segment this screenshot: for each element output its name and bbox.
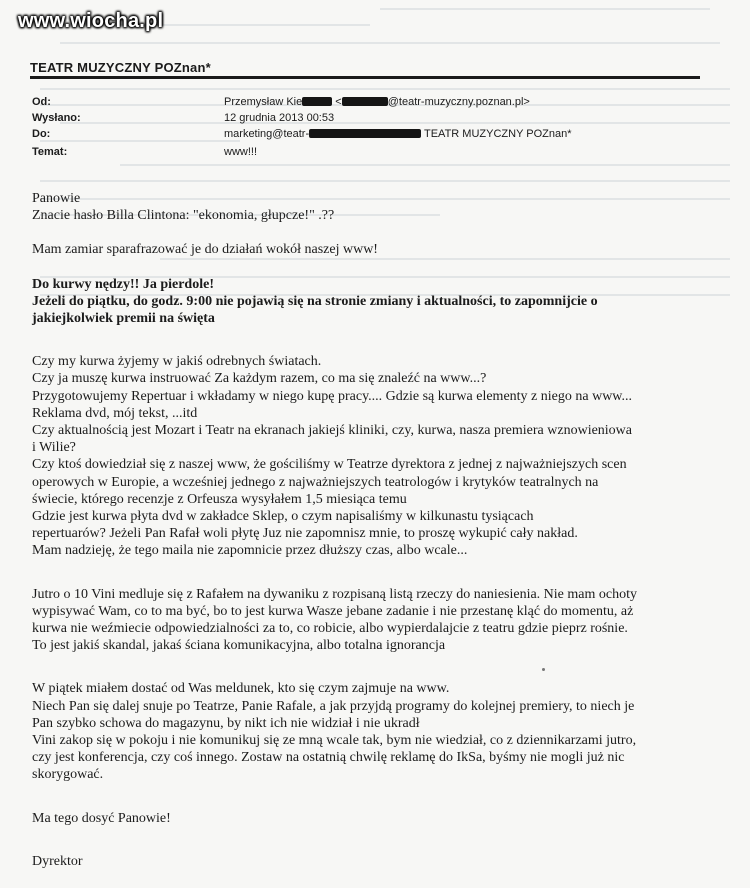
- from-email: @teatr-muzyczny.poznan.pl>: [387, 96, 530, 108]
- from-label: Od:: [32, 96, 51, 108]
- body-line: W piątek miałem dostać od Was meldunek, kto się czym zajmuje na www.: [32, 681, 450, 697]
- body-line: i Wilie?: [32, 440, 76, 456]
- body-line: To jest jakiś skandal, jakaś ściana komunikacyjna, albo totalna ignorancja: [32, 638, 446, 654]
- subject-label: Temat:: [32, 146, 68, 158]
- body-line: skorygować.: [32, 767, 104, 783]
- body-line: Czy aktualnością jest Mozart i Teatr na ekranach jakiejś kliniki, czy, kurwa, nasza premiera wznowieniowa: [32, 423, 633, 439]
- body-line: Czy my kurwa żyjemy w jakiś odrebnych światach.: [32, 354, 322, 370]
- subject-value: www!!!: [224, 146, 257, 158]
- sent-label: Wysłano:: [32, 112, 81, 124]
- to-value-start: marketing@teatr-: [224, 128, 310, 140]
- body-line: repertuarów? Jeżeli Pan Rafał woli płytę Juz nie zapomnisz mnie, to proszę wykupić cały nakład.: [32, 526, 578, 542]
- body-line: Reklama dvd, mój tekst, ...itd: [32, 405, 198, 421]
- greeting: Panowie: [32, 191, 81, 206]
- body-line: Czy ktoś dowiedział się z naszej www, że gościliśmy w Teatrze dyrektora z jednej z najważniejszych scen: [32, 457, 627, 473]
- closing-line: Ma tego dosyć Panowie!: [32, 810, 171, 826]
- letter-body: [32, 190, 722, 870]
- body-line: Gdzie jest kurwa płyta dvd w zakładce Sklep, o czym napisaliśmy w kilkunastu tysiącach: [32, 509, 534, 525]
- body-line: Vini zakop się w pokoju i nie komunikuj się ze mną wcale tak, bym nie wiedział, co z dziennikarzami jutro,: [32, 733, 637, 749]
- body-line: Jeżeli do piątku, do godz. 9:00 nie pojawią się na stronie zmiany i aktualności, to zapomnijcie o: [32, 293, 598, 309]
- body-line: świecie, którego recenzje z Orfeusza wysyłałem 1,5 miesiąca temu: [32, 491, 407, 507]
- watermark-text: www.wiocha.pl: [18, 10, 164, 32]
- body-line: Mam nadzieję, że tego maila nie zapomnicie przez dłuższy czas, albo wcale...: [32, 543, 468, 559]
- body-line: Znacie hasło Billa Clintona: "ekonomia, głupcze!" .??: [32, 208, 335, 224]
- organization-title: TEATR MUZYCZNY POZnan*: [30, 60, 211, 75]
- scan-speck: [542, 668, 545, 671]
- from-name: Przemysław Kie: [224, 96, 303, 108]
- to-label: Do:: [32, 128, 51, 140]
- body-line: Czy ja muszę kurwa instruować Za każdym razem, co ma się znaleźć na www...?: [32, 371, 487, 387]
- body-line: kurwa nie weźmiecie odpowiedzialności za to, co robicie, albo wypierdalajcie z teatru gdzie pieprz rośnie.: [32, 621, 628, 637]
- body-line: jakiejkolwiek premii na święta: [32, 311, 215, 327]
- scanned-letter: www.wiocha.pl TEATR MUZYCZNY POZnan* Od: Przemysław Kie < @teatr-muzyczny.poznan.pl> Wysłano: 12 grudnia 2013 00:53 Do: marketing@teatr- TEATR MUZYCZNY POZnan* Temat: www!!! Panowie Znacie hasło Billa Clintona: "ekonomia, głupcze!" .?? Mam zamiar sparafrazować je do działań wokół naszej www! Do kurwy nędzy!! Ja pierdole! Jeżeli do piątku, do godz. 9:00 nie pojawią się na stronie zmiany i aktualności, to zapomnijcie o jakiejkolwiek premii na święta Czy my kurwa żyjemy w jakiś odrebnych światach. Czy ja muszę kurwa instruować Za każdym razem, co ma się znaleźć na www...? Przygotowujemy Repertuar i wkładamy w niego kupę pracy.... Gdzie są kurwa elementy z niego na www... Reklama dvd, mój tekst, ...itd Czy aktualnością jest Mozart i Teatr na ekranach jakiejś kliniki, czy, kurwa, nasza premiera wznowieniowa i Wilie? Czy ktoś dowiedział się z naszej www, że gościliśmy w Teatrze dyrektora z jednej z najważniejszych scen operowych w Europie, a wcześniej jednego z najważniejszych teatrologów i krytyków teatralnych na świecie, którego recenzje z Orfeusza wysyłałem 1,5 miesiąca temu Gdzie jest kurwa płyta dvd w zakładce Sklep, o czym napisaliśmy w kilkunastu tysiącach repertuarów? Jeżeli Pan Rafał woli płytę Juz nie zapomnisz mnie, to proszę wykupić cały nakład. Mam nadzieję, że tego maila nie zapomnicie przez dłuższy czas, albo wcale... Jutro o 10 Vini medluje się z Rafałem na dywaniku z rozpisaną listą rzeczy do naniesienia. Nie mam ochoty wypisywać Wam, co to ma być, bo to jest kurwa Wasze jebane zadanie i nie przestanę kląć do momentu, aż kurwa nie weźmiecie odpowiedzialności za to, co robicie, albo wypierdalajcie z teatru gdzie pieprz rośnie. To jest jakiś skandal, jakaś ściana komunikacyjna, albo totalna ignorancja W piątek miałem dostać od Was meldunek, kto się czym zajmuje na www. Niech Pan się dalej snuje po Teatrze, Panie Rafale, a jak przyjdą programy do kolejnej premiery, to niech je Pan szybko schowa do magazynu, by nikt ich nie widział i nie ukradł Vini zakop się w pokoju i nie komunikuj się ze mną wcale tak, bym nie wiedział, co z dziennikarzami jutro, czy jest konferencja, czy coś innego. Zostaw na ostatnią chwilę reklamę do IkSa, byśmy nie mogli już nic skorygować. Ma tego dosyć Panowie! Dyrektor: [0, 0, 750, 888]
- body-line: czy jest konferencja, czy coś innego. Zostaw na ostatnią chwilę reklamę do IkSa, byśmy nie mogli już nic: [32, 750, 625, 766]
- signature: Dyrektor: [32, 853, 83, 869]
- body-line: Przygotowujemy Repertuar i wkładamy w niego kupę pracy.... Gdzie są kurwa elementy z niego na www...: [32, 388, 633, 404]
- redaction-bar: [309, 129, 421, 138]
- body-line: Pan szybko schowa do magazynu, by nikt ich nie widział i nie ukradł: [32, 715, 420, 731]
- body-line: Do kurwy nędzy!! Ja pierdole!: [32, 276, 214, 292]
- redaction-bar: [302, 97, 332, 106]
- body-line: operowych w Europie, a wcześniej jednego z najważniejszych teatrologów i krytyków teatralnych na: [32, 474, 599, 490]
- body-line: Niech Pan się dalej snuje po Teatrze, Panie Rafale, a jak przyjdą programy do kolejnej premiery, to niech je: [32, 698, 635, 714]
- to-value-end: TEATR MUZYCZNY POZnan*: [424, 128, 572, 140]
- body-line: wypisywać Wam, co to ma być, bo to jest kurwa Wasze jebane zadanie i nie przestanę kląć do momentu, aż: [32, 603, 634, 619]
- body-line: Jutro o 10 Vini medluje się z Rafałem na dywaniku z rozpisaną listą rzeczy do naniesienia. Nie mam ochoty: [32, 586, 637, 602]
- redaction-bar: [342, 97, 388, 106]
- sent-value: 12 grudnia 2013 00:53: [224, 112, 335, 124]
- header-rule: [30, 76, 700, 79]
- body-line: Mam zamiar sparafrazować je do działań wokół naszej www!: [32, 242, 378, 258]
